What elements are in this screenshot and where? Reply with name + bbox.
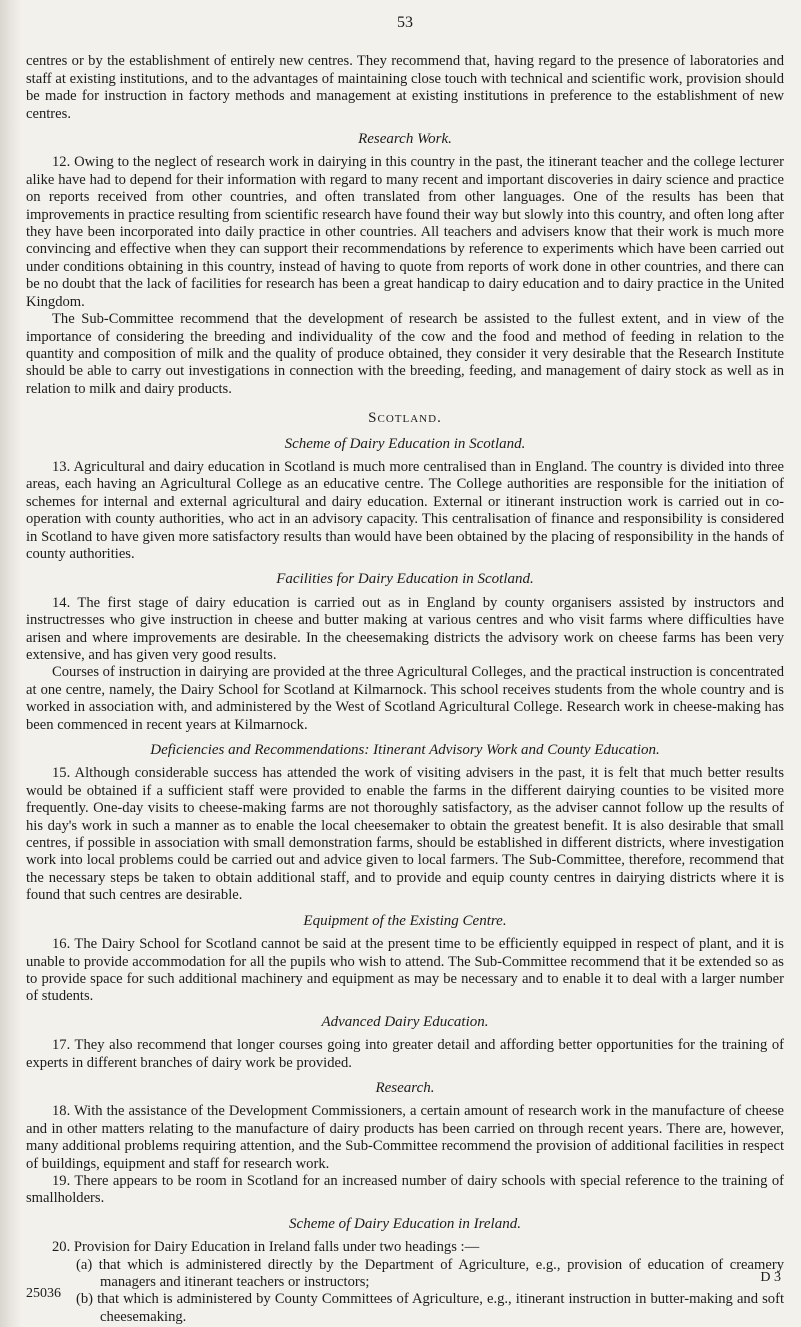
page-footer bbox=[0, 1268, 801, 1301]
section-heading: Advanced Dairy Education. bbox=[321, 1013, 489, 1030]
section-heading: Scheme of Dairy Education in Scotland. bbox=[284, 435, 526, 452]
list-item: (b) that which is administered by County Committees of Agriculture, e.g., itinerant instruction in butter-making and soft cheesemaking. bbox=[76, 1291, 784, 1325]
paragraph: 15. Although considerable success has attended the work of visiting advisers in the past, it is felt that much better results would be obtained if a sufficient staff were provided to enable the farms in the different dairying counties to be visited more frequently. One-day visits to cheese-making farms are not thoroughly satisfactory, as the adviser cannot follow up the results of his day's work in such a manner as to enable the local cheesemaker to obtain the greatest benefit. It is also desirable that small centres, if possible in association with small demonstration farms, should be established in different districts, where investigation work into local problems could be carried out and advice given to local farmers. The Sub-Committee, therefore, recommend that the necessary steps be taken to obtain additional staff, and to provide and equip county centres in dairying districts where it is found that such centres are desirable. bbox=[26, 765, 784, 904]
paragraph: 20. Provision for Dairy Education in Ireland falls under two headings :— bbox=[52, 1239, 480, 1256]
section-heading: Scotland. bbox=[368, 410, 442, 427]
paragraph: 14. The first stage of dairy education is carried out as in England by county organisers assisted by instructors and instructresses who give instruction in cheese and butter making at various centres and who visit farms where difficulties have arisen and where improvements are desirable. In the cheesemaking districts the advisory work on cheese farms has been very extensive, and has given very good results. bbox=[26, 594, 784, 663]
section-heading: Research. bbox=[375, 1079, 435, 1096]
signature-mark: D 3 bbox=[760, 1270, 781, 1285]
section-heading: Equipment of the Existing Centre. bbox=[303, 912, 507, 929]
section-heading: Scheme of Dairy Education in Ireland. bbox=[289, 1215, 521, 1232]
page-number: 53 bbox=[397, 14, 413, 31]
list-item: (a) that which is administered directly by the Department of Agriculture, e.g., provision of education of creamery managers and itinerant teachers or instructors; bbox=[76, 1256, 784, 1290]
document-page bbox=[26, 14, 784, 1325]
paragraph: The Sub-Committee recommend that the development of research be assisted to the fullest extent, and in view of the importance of considering the breeding and individuality of the cow and the food and method of feeding in relation to the quantity and composition of milk and the quality of produce obtained, they consider it very desirable that the Research Institute should be able to carry out investigations in connection with the breeding, feeding, and management of dairy stock as well as in relation to milk and dairy products. bbox=[26, 311, 784, 397]
scan-edge-shadow bbox=[0, 0, 22, 1327]
section-heading: Research Work. bbox=[358, 131, 452, 148]
paragraph: centres or by the establishment of entirely new centres. They recommend that, having regard to the presence of laboratories and staff at existing institutions, and to the advantages of maintaining close touch with technical and scientific work, provision should be made for instruction in factory methods and management at existing institutions in preference to the establishment of new centres. bbox=[26, 53, 784, 122]
paragraph: 13. Agricultural and dairy education in Scotland is much more centralised than in England. The country is divided into three areas, each having an Agricultural College as an educative centre. The College authorities are responsible for the initiation of schemes for internal and external agricultural and dairy education. External or itinerant instruction work is carried out in co-operation with county authorities, who act in an advisory capacity. This centralisation of finance and responsibility is considered in Scotland to have given more satisfactory results than would have been obtained by the placing of responsibility in the hands of county authorities. bbox=[26, 458, 784, 562]
paragraph: 17. They also recommend that longer courses going into greater detail and affording better opportunities for the training of experts in different branches of dairy work be provided. bbox=[26, 1037, 784, 1071]
paragraph: 16. The Dairy School for Scotland cannot be said at the present time to be efficiently equipped in respect of plant, and it is unable to provide accommodation for all the pupils who wish to attend. The Sub-Committee recommend that it be extended so as to provide space for such additional machinery and equipment as may be necessary and to enable it to deal with a larger number of students. bbox=[26, 936, 784, 1005]
section-heading: Facilities for Dairy Education in Scotland. bbox=[276, 571, 534, 588]
paragraph: 18. With the assistance of the Development Commissioners, a certain amount of research work in the manufacture of cheese and in other matters relating to the manufacture of dairy products has been carried on through recent years. There are, however, many additional problems requiring attention, and the Sub-Committee recommend the provision of additional facilities in respect of buildings, equipment and staff for research work. bbox=[26, 1103, 784, 1172]
paragraph: 19. There appears to be room in Scotland for an increased number of dairy schools with special reference to the training of smallholders. bbox=[26, 1172, 784, 1207]
print-code: 25036 bbox=[26, 1286, 61, 1301]
paragraph: Courses of instruction in dairying are provided at the three Agricultural Colleges, and the practical instruction is concentrated at one centre, namely, the Dairy School for Scotland at Kilmarnock. This school receives students from the whole country and is worked in association with, and administered by the West of Scotland Agricultural College. Research work in cheese-making has been commenced in recent years at Kilmarnock. bbox=[26, 664, 784, 733]
document-body bbox=[26, 53, 784, 1326]
section-heading: Deficiencies and Recommendations: Itinerant Advisory Work and County Education. bbox=[150, 742, 660, 759]
paragraph: 12. Owing to the neglect of research work in dairying in this country in the past, the itinerant teacher and the college lecturer alike have had to depend for their information with regard to many recent and important discoveries in dairy science and practice on reports received from other countries, and often translated from other languages. One of the results has been that improvements in practice resulting from scientific research have found their way but slowly into this country, and often long after they have been incorporated into daily practice in other countries. All teachers and advisers know that their work is much more convincing and effective when they can support their recommendations by reference to experiments which have been carried out under conditions obtaining in this country, instead of having to quote from reports of work done in other countries, and there can be no doubt that the lack of facilities for research has been a great handicap to dairy education and to dairy practice in the United Kingdom. bbox=[26, 154, 784, 310]
